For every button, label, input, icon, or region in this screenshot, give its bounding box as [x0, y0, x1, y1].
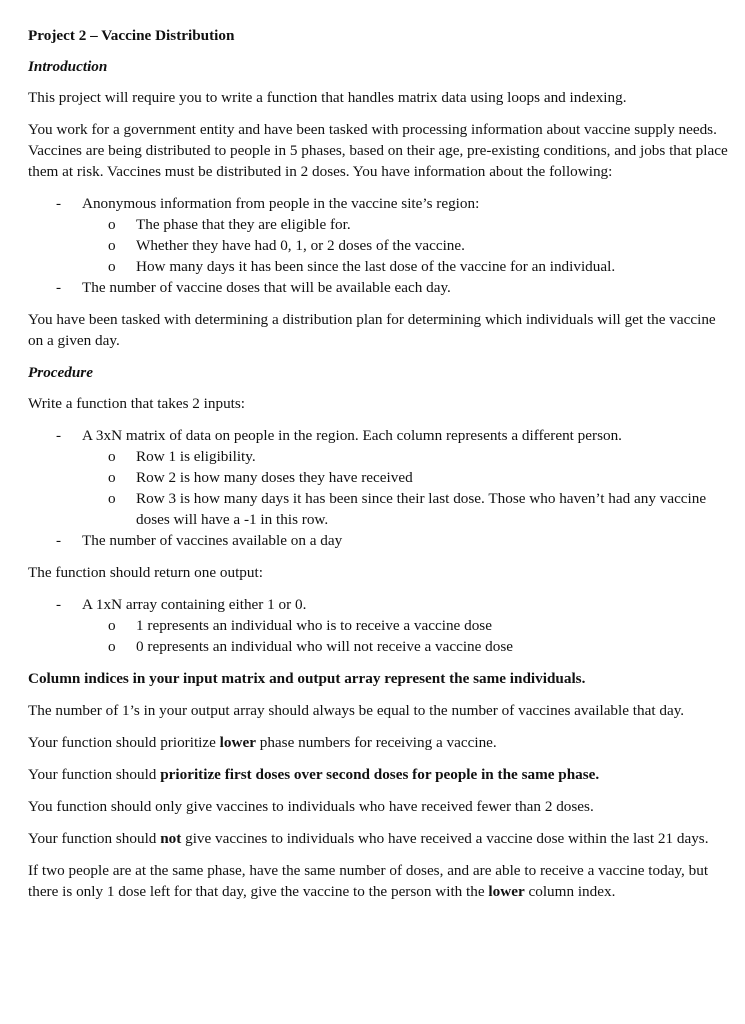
- input-list-item: [28, 530, 728, 551]
- output-sub-list: [82, 615, 728, 657]
- info-sub-item: [82, 256, 728, 277]
- input-list-item: [28, 425, 728, 530]
- input-sub-item: [82, 488, 728, 530]
- info-list-item-text: Anonymous information from people in the vaccine site’s region:: [82, 195, 480, 212]
- input-sub-item: [82, 467, 728, 488]
- bold-statement-text: Column indices in your input matrix and output array represent the same individuals.: [28, 670, 586, 687]
- rule-text: give vaccines to individuals who have received a vaccine dose within the last 21 days.: [181, 830, 709, 847]
- rule-emphasis: lower: [219, 734, 256, 751]
- rule-text: column index.: [524, 883, 616, 900]
- rule-emphasis: not: [160, 830, 182, 847]
- rule-21-days: [28, 828, 728, 849]
- circle-bullet: o: [108, 216, 116, 233]
- output-list: [28, 594, 728, 657]
- circle-bullet: o: [108, 469, 116, 486]
- document-title: Project 2 – Vaccine Distribution: [28, 27, 235, 44]
- input-sub-item-text: Row 3 is how many days it has been since their last dose. Those who haven’t had any vaccine doses will have a -1 in this row.: [136, 490, 707, 528]
- input-sub-item: [82, 446, 728, 467]
- info-list-item: [28, 277, 728, 298]
- info-sub-item-text: The phase that they are eligible for.: [136, 216, 351, 233]
- circle-bullet: o: [108, 617, 116, 634]
- input-list-item-text: A 3xN matrix of data on people in the region. Each column represents a different person.: [82, 427, 622, 444]
- output-sub-item-text: 1 represents an individual who is to receive a vaccine dose: [136, 617, 492, 634]
- circle-bullet: o: [108, 490, 116, 507]
- input-sub-item-text: Row 2 is how many doses they have received: [136, 469, 413, 486]
- info-sub-item-text: How many days it has been since the last dose of the vaccine for an individual.: [136, 258, 616, 275]
- output-list-item: [28, 594, 728, 657]
- introduction-heading: Introduction: [28, 58, 108, 75]
- procedure-paragraph-1: Write a function that takes 2 inputs:: [28, 395, 246, 412]
- info-sub-item: [82, 214, 728, 235]
- rule-text: phase numbers for receiving a vaccine.: [255, 734, 497, 751]
- dash-bullet: -: [56, 427, 62, 444]
- rule-emphasis: prioritize first doses over second doses for people in the same phase.: [160, 766, 600, 783]
- dash-bullet: -: [56, 532, 62, 549]
- output-sub-item-text: 0 represents an individual who will not receive a vaccine dose: [136, 638, 514, 655]
- info-list-item: [28, 193, 728, 277]
- input-list-item-text: The number of vaccines available on a day: [82, 532, 343, 549]
- input-list: [28, 425, 728, 551]
- output-sub-item: [82, 636, 728, 657]
- info-sub-item-text: Whether they have had 0, 1, or 2 doses of the vaccine.: [136, 237, 465, 254]
- circle-bullet: o: [108, 638, 116, 655]
- rule-output-count: The number of 1’s in your output array should always be equal to the number of vaccines available that day.: [28, 702, 685, 719]
- circle-bullet: o: [108, 448, 116, 465]
- info-list-item-text: The number of vaccine doses that will be available each day.: [82, 279, 451, 296]
- intro-paragraph-3: You have been tasked with determining a distribution plan for determining which individuals will get the vaccine on a given day.: [28, 311, 716, 349]
- info-sub-item: [82, 235, 728, 256]
- circle-bullet: o: [108, 237, 116, 254]
- bold-statement: [28, 668, 728, 689]
- rule-text: Your function should: [28, 830, 161, 847]
- rule-tie-break: [28, 860, 728, 902]
- intro-paragraph-2: You work for a government entity and have been tasked with processing information about vaccine supply needs. Vaccines are being distributed to people in 5 phases, based on their age, pre-existing conditions, and jobs that place them at risk. Vaccines must be distributed in 2 doses. You have information about the following:: [28, 121, 728, 180]
- info-list: [28, 193, 728, 298]
- input-sub-item-text: Row 1 is eligibility.: [136, 448, 256, 465]
- rule-lower-phase: [28, 732, 728, 753]
- rule-emphasis: lower: [488, 883, 525, 900]
- rule-fewer-than-two: You function should only give vaccines to individuals who have received fewer than 2 doses.: [28, 798, 594, 815]
- dash-bullet: -: [56, 279, 62, 296]
- intro-paragraph-1: This project will require you to write a function that handles matrix data using loops and indexing.: [28, 89, 627, 106]
- info-sub-list: [82, 214, 728, 277]
- procedure-paragraph-2: The function should return one output:: [28, 564, 263, 581]
- document-page: [28, 25, 728, 913]
- rule-text: Your function should: [28, 766, 161, 783]
- procedure-heading: Procedure: [28, 364, 93, 381]
- output-list-item-text: A 1xN array containing either 1 or 0.: [82, 596, 307, 613]
- output-sub-item: [82, 615, 728, 636]
- dash-bullet: -: [56, 596, 62, 613]
- rule-text: If two people are at the same phase, have the same number of doses, and are able to receive a vaccine today, but there is only 1 dose left for that day, give the vaccine to the person with the: [28, 862, 709, 900]
- input-sub-list: [82, 446, 728, 530]
- circle-bullet: o: [108, 258, 116, 275]
- dash-bullet: -: [56, 195, 62, 212]
- rule-first-doses: [28, 764, 728, 785]
- rule-text: Your function should prioritize: [28, 734, 220, 751]
